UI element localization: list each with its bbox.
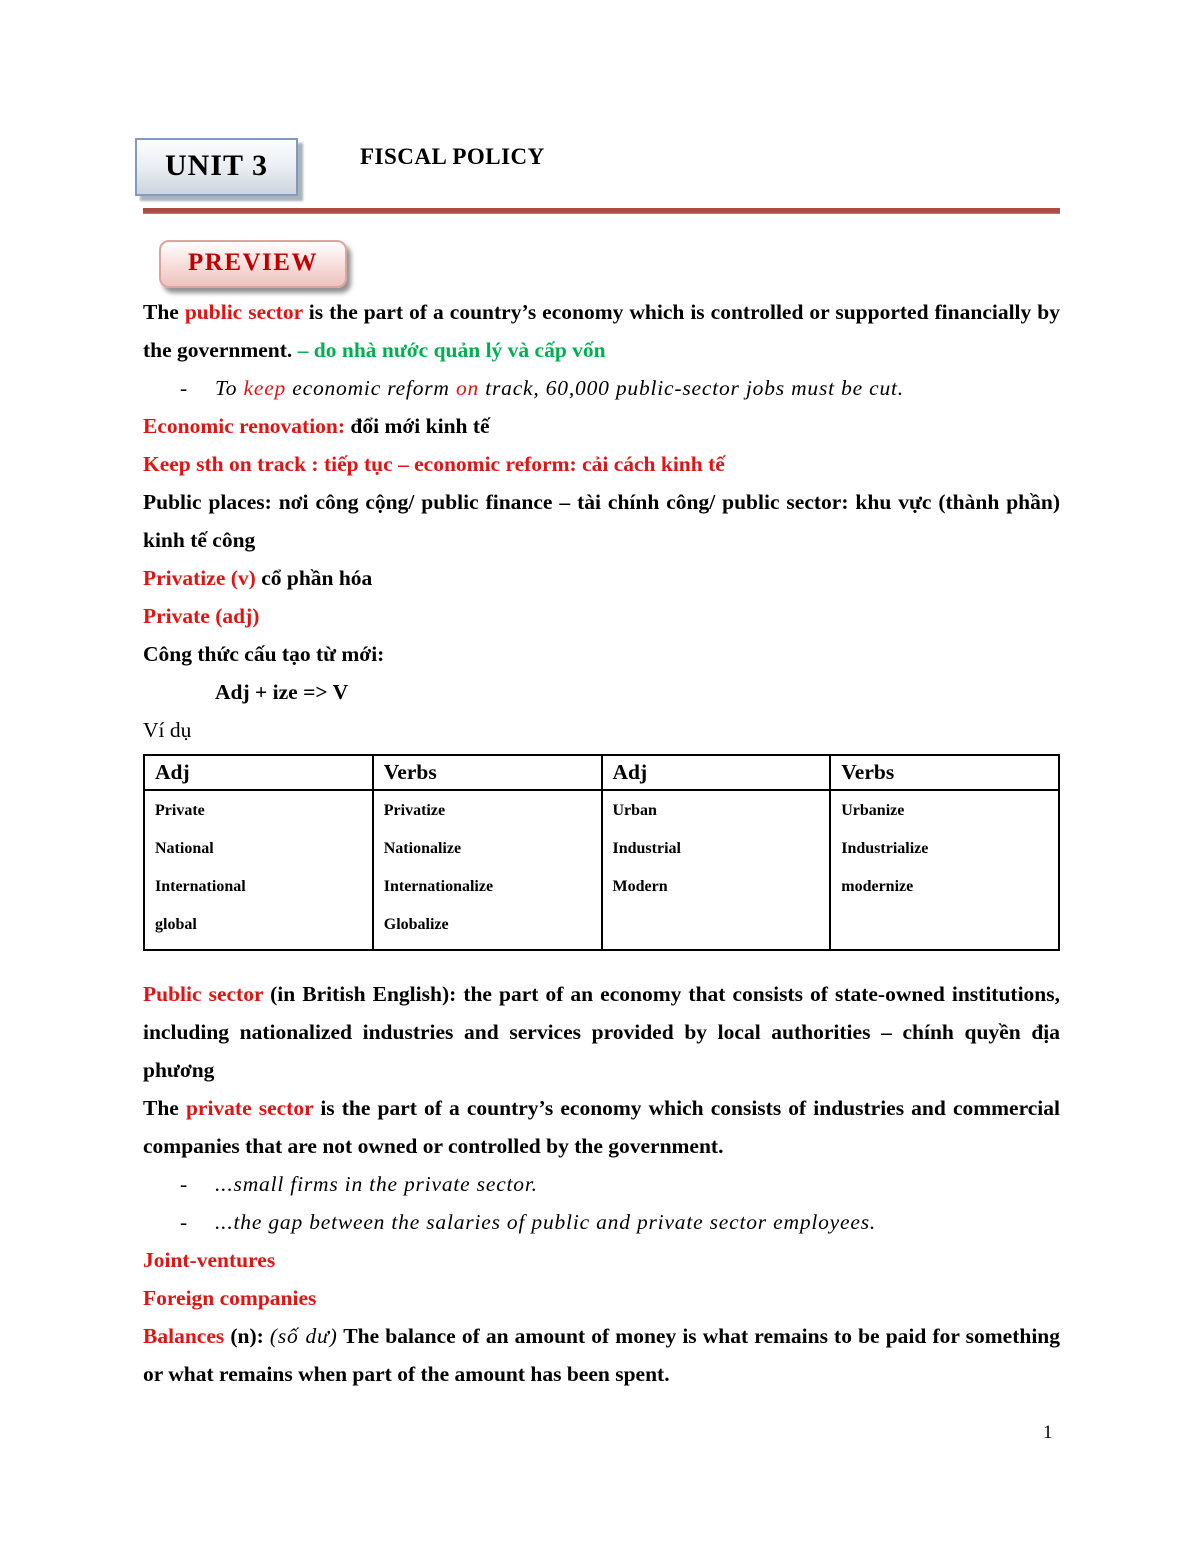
text-segment: (in British English): the part of an economy that consists of state-owned institutions, including nationalized industries and services provided by local authorities – chính quyền địa phương [143,982,1060,1082]
vocab-term: Keep sth on track : tiếp tục – economic reform: cải cách kinh tế [143,452,725,476]
column-header-verbs-2: Verbs [830,755,1059,790]
example-public-sector-jobs [143,369,1060,407]
formula-text: Adj + ize => V [215,680,349,704]
bullet-dash: - [180,1210,188,1234]
para-private-sector-definition [143,1089,1060,1165]
vocab-word: Modern [612,878,668,895]
term-public-sector: Public sector [143,982,264,1006]
table-cell-adj-2 [602,790,831,950]
column-header-verbs-1: Verbs [373,755,602,790]
label-text: Ví dụ [143,718,192,742]
vocab-word: Nationalize [383,840,462,857]
text-segment: To [215,376,244,400]
vocab-keep-on-track [143,445,1060,483]
document-title: FISCAL POLICY [359,144,545,169]
document-content [143,138,1060,1393]
vietnamese-translation: – do nhà nước quản lý và cấp vốn [297,338,606,362]
bullet-dash: - [180,1172,188,1196]
vocab-word: Privatize [383,802,446,819]
vocab-term: Economic renovation: [143,414,346,438]
text-segment: The [143,300,185,324]
table-header-row [144,755,1059,790]
vocab-term: Public places: nơi công cộng/ public finance – tài chính công/ public sector: khu vực (thành phần) kinh tế công [143,490,1060,552]
vocab-word: Private [155,802,205,819]
preview-label: PREVIEW [188,249,318,276]
vocab-word: National [155,840,214,857]
heading-word-formation [143,635,1060,673]
vocab-word: Internationalize [383,878,494,895]
document-header [143,138,1060,196]
text-segment: ...the gap between the salaries of public and private sector employees. [215,1210,877,1234]
vietnamese-gloss: (số dư) [269,1324,338,1348]
text-segment: (n): [224,1324,270,1348]
formula-adj-ize [143,673,1060,711]
text-segment: track, 60,000 public-sector jobs must be cut. [479,376,904,400]
vocab-word: Industrialize [841,840,929,857]
example-small-firms [143,1165,1060,1203]
vocab-economic-renovation [143,407,1060,445]
vocab-word: Industrial [612,840,681,857]
unit-badge [135,138,298,196]
vocab-word: global [155,916,197,933]
vocab-term: Balances [143,1324,225,1348]
preview-badge [159,240,347,288]
highlighted-word-on: on [455,376,480,400]
text-segment: is the part of a country’s economy which consists of industries and commercial companies that are not owned or controlled by the government. [143,1096,1060,1158]
vocab-word: Urbanize [841,802,905,819]
vocab-term: Privatize (v) [143,566,256,590]
vocab-term: Joint-ventures [143,1248,276,1272]
header-rule [143,208,1060,214]
vocab-meaning: đổi mới kinh tế [345,414,490,438]
bullet-dash: - [180,376,188,400]
vocab-word: modernize [841,878,914,895]
vocab-privatize [143,559,1060,597]
body-section-2 [143,975,1060,1393]
vocab-word: International [155,878,246,895]
table-cell-verbs-1 [373,790,602,950]
vocab-foreign-companies [143,1279,1060,1317]
vocab-word: Urban [612,802,657,819]
table-cell-adj-1 [144,790,373,950]
body-section-1 [143,293,1060,749]
text-segment: is the part of a country’s economy which is controlled or supported financially by the government. [143,300,1060,362]
text-segment: economic reform [286,376,456,400]
text-segment: The balance of an amount of money is what remains to be paid for something or what remains when part of the amount has been spent. [143,1324,1061,1386]
text-segment: The [143,1096,186,1120]
vocab-private [143,597,1060,635]
column-header-adj-2: Adj [602,755,831,790]
term-private-sector: private sector [185,1096,314,1120]
page-number: 1 [1043,1422,1053,1443]
vocab-term: Foreign companies [143,1286,317,1310]
highlighted-word-keep: keep [243,376,287,400]
vocab-joint-ventures [143,1241,1060,1279]
vocab-term: Private (adj) [143,604,260,628]
text-segment: ...small firms in the private sector. [215,1172,538,1196]
term-public-sector: public sector [184,300,303,324]
vocab-public-places [143,483,1060,559]
table-body-row [144,790,1059,950]
heading-text: Công thức cấu tạo từ mới: [143,642,385,666]
example-salary-gap [143,1203,1060,1241]
label-vi-du [143,711,1060,749]
column-header-adj-1: Adj [144,755,373,790]
vocab-balances [143,1317,1060,1393]
vocab-word: Globalize [383,916,449,933]
unit-label: UNIT 3 [165,149,268,182]
table-cell-verbs-2 [830,790,1059,950]
word-formation-table [143,754,1060,951]
para-public-sector-definition [143,293,1060,369]
para-public-sector-british [143,975,1060,1089]
vocab-meaning: cổ phần hóa [255,566,373,590]
